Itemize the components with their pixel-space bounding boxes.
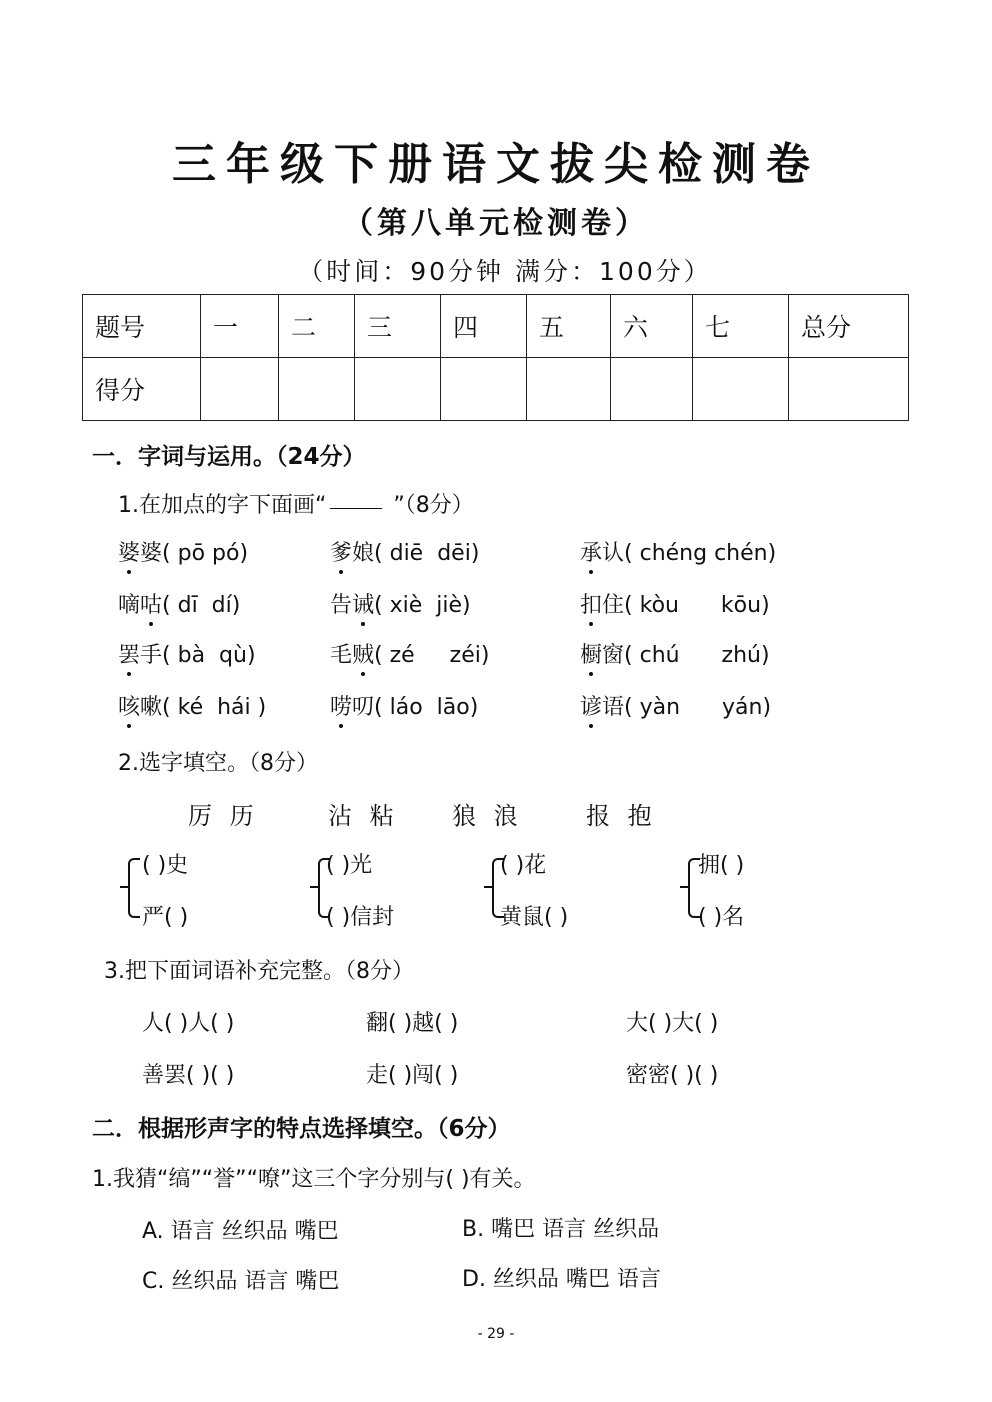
table-cell: 六 xyxy=(611,295,693,358)
pinyin-options: ( dī dí) xyxy=(162,593,241,618)
pinyin-options: ( yàn yán) xyxy=(624,695,772,720)
choice-option[interactable]: A. 语言 丝织品 嘴巴 xyxy=(142,1219,339,1244)
dotted-char: 扣 xyxy=(580,588,602,619)
choice-set: 厉 历 xyxy=(188,802,254,830)
fill-blank[interactable]: ( )花 xyxy=(500,853,547,878)
dotted-char: 罢 xyxy=(118,638,140,669)
pinyin-options: ( zé zéi) xyxy=(374,643,490,668)
table-cell: 一 xyxy=(201,295,279,358)
dotted-char: 咕 xyxy=(140,588,162,619)
word-char: 住 xyxy=(602,593,625,618)
word-char: 嘀 xyxy=(118,593,141,618)
choice-option[interactable]: B. 嘴巴 语言 丝织品 xyxy=(462,1217,660,1242)
page-subtitle: （第八单元检测卷） xyxy=(343,206,649,241)
table-cell: 三 xyxy=(355,295,441,358)
fill-blank[interactable]: 密密( )( ) xyxy=(626,1063,719,1088)
choice-set: 狼 浪 xyxy=(452,802,518,830)
word-char: 语 xyxy=(602,695,625,720)
time-info: （时间：90分钟 满分：100分） xyxy=(298,257,712,286)
pinyin-item[interactable] xyxy=(118,638,256,669)
pinyin-options: ( xiè jiè) xyxy=(374,593,471,618)
dotted-char: 婆 xyxy=(118,536,140,567)
fill-blank[interactable]: 翻( )越( ) xyxy=(366,1011,459,1036)
pinyin-item[interactable] xyxy=(330,536,479,567)
word-char: 叨 xyxy=(352,695,375,720)
word-char: 认 xyxy=(602,541,625,566)
fill-blank[interactable]: 人( )人( ) xyxy=(142,1011,235,1036)
question-text: 2.选字填空。（8分） xyxy=(118,751,318,776)
question-text: 3.把下面词语补充完整。（8分） xyxy=(104,959,414,984)
pinyin-item[interactable] xyxy=(580,588,770,619)
question-text xyxy=(118,488,474,519)
table-cell: 二 xyxy=(279,295,355,358)
word-char: 婆 xyxy=(140,541,163,566)
pinyin-options: ( chú zhú) xyxy=(624,643,770,668)
pinyin-item[interactable] xyxy=(580,638,770,669)
score-input-cell[interactable] xyxy=(693,358,789,421)
question-text: 1.我猜“缟”“誉”“嘹”这三个字分别与( )有关。 xyxy=(92,1167,536,1192)
score-value-row xyxy=(83,358,909,421)
fill-blank[interactable]: ( )名 xyxy=(698,905,745,930)
pinyin-options: ( bà qù) xyxy=(162,643,256,668)
table-cell: 题号 xyxy=(83,295,201,358)
pinyin-item[interactable] xyxy=(118,588,240,619)
table-cell: 五 xyxy=(527,295,611,358)
fill-blank[interactable]: 善罢( )( ) xyxy=(142,1063,235,1088)
score-input-cell[interactable] xyxy=(201,358,279,421)
score-input-cell[interactable] xyxy=(355,358,441,421)
table-cell: 七 xyxy=(693,295,789,358)
question-suffix: ”（8分） xyxy=(386,493,474,518)
pinyin-options: ( kòu kōu) xyxy=(624,593,770,618)
pinyin-options: ( diē dēi) xyxy=(374,541,480,566)
word-char: 毛 xyxy=(330,643,353,668)
word-char: 手 xyxy=(140,643,163,668)
section-heading: 二．根据形声字的特点选择填空。（6分） xyxy=(92,1116,511,1142)
dotted-char: 橱 xyxy=(580,638,602,669)
fill-blank[interactable]: 大( )大( ) xyxy=(626,1011,719,1036)
page-number: - 29 - xyxy=(477,1326,515,1342)
dotted-char: 唠 xyxy=(330,690,352,721)
table-cell: 四 xyxy=(441,295,527,358)
score-input-cell[interactable] xyxy=(279,358,355,421)
word-char: 娘 xyxy=(352,541,375,566)
score-table xyxy=(82,294,909,421)
fill-blank[interactable]: 走( )闯( ) xyxy=(366,1063,459,1088)
dotted-char: 贼 xyxy=(352,638,374,669)
choice-option[interactable]: D. 丝织品 嘴巴 语言 xyxy=(462,1267,661,1292)
table-cell: 得分 xyxy=(83,358,201,421)
pinyin-item[interactable] xyxy=(580,536,776,567)
fill-blank[interactable]: ( )史 xyxy=(142,853,189,878)
pinyin-item[interactable] xyxy=(118,690,266,721)
fill-blank[interactable]: 拥( ) xyxy=(698,853,745,878)
pinyin-item[interactable] xyxy=(118,536,248,567)
word-char: 嗽 xyxy=(140,695,163,720)
pinyin-options: ( láo lāo) xyxy=(374,695,479,720)
fill-blank[interactable]: 黄鼠( ) xyxy=(500,905,569,930)
pinyin-item[interactable] xyxy=(330,588,471,619)
pinyin-options: ( ké hái ) xyxy=(162,695,267,720)
underline-blank xyxy=(330,508,382,509)
pinyin-item[interactable] xyxy=(330,638,489,669)
score-input-cell[interactable] xyxy=(441,358,527,421)
brace xyxy=(128,858,140,918)
fill-blank[interactable]: ( )信封 xyxy=(326,905,395,930)
score-input-cell[interactable] xyxy=(789,358,909,421)
question-prefix: 1.在加点的字下面画“ xyxy=(118,493,327,518)
choice-set: 报 抱 xyxy=(586,802,652,830)
dotted-char: 咳 xyxy=(118,690,140,721)
dotted-char: 谚 xyxy=(580,690,602,721)
section-heading: 一．字词与运用。（24分） xyxy=(92,444,366,470)
score-input-cell[interactable] xyxy=(611,358,693,421)
score-header-row xyxy=(83,295,909,358)
score-input-cell[interactable] xyxy=(527,358,611,421)
page-title: 三年级下册语文拔尖检测卷 xyxy=(172,139,820,190)
pinyin-item[interactable] xyxy=(330,690,478,721)
pinyin-options: ( pō pó) xyxy=(162,541,249,566)
choice-set: 沾 粘 xyxy=(328,802,394,830)
dotted-char: 承 xyxy=(580,536,602,567)
pinyin-item[interactable] xyxy=(580,690,771,721)
dotted-char: 诫 xyxy=(352,588,374,619)
fill-blank[interactable]: 严( ) xyxy=(142,905,189,930)
word-char: 告 xyxy=(330,593,353,618)
table-cell: 总分 xyxy=(789,295,909,358)
dotted-char: 爹 xyxy=(330,536,352,567)
pinyin-options: ( chéng chén) xyxy=(624,541,777,566)
choice-option[interactable]: C. 丝织品 语言 嘴巴 xyxy=(142,1269,340,1294)
word-char: 窗 xyxy=(602,643,625,668)
fill-blank[interactable]: ( )光 xyxy=(326,853,373,878)
